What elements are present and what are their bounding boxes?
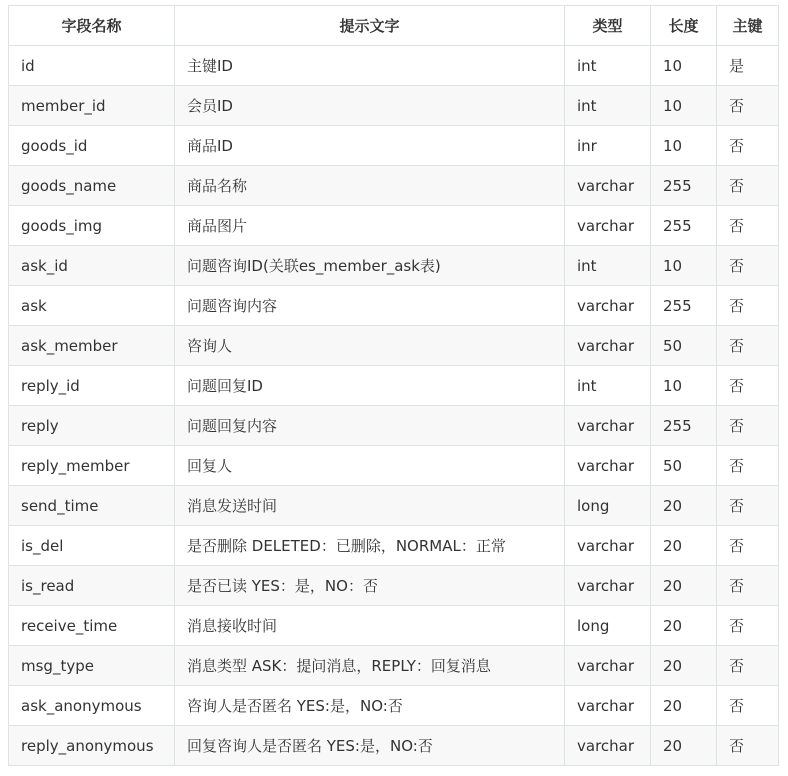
cell-primary-key: 否 <box>717 606 779 646</box>
cell-length: 10 <box>651 126 717 166</box>
cell-length: 10 <box>651 46 717 86</box>
cell-length: 10 <box>651 246 717 286</box>
table-row <box>9 246 779 286</box>
cell-length: 20 <box>651 526 717 566</box>
cell-field-name: reply_anonymous <box>9 726 175 766</box>
cell-length: 10 <box>651 366 717 406</box>
header-length: 长度 <box>651 6 717 46</box>
cell-hint-text: 商品名称 <box>175 166 565 206</box>
cell-primary-key: 否 <box>717 646 779 686</box>
cell-hint-text: 问题回复内容 <box>175 406 565 446</box>
cell-length: 255 <box>651 206 717 246</box>
cell-field-name: reply_member <box>9 446 175 486</box>
cell-length: 255 <box>651 166 717 206</box>
cell-type: inr <box>565 126 651 166</box>
cell-field-name: goods_id <box>9 126 175 166</box>
cell-type: varchar <box>565 646 651 686</box>
cell-hint-text: 商品ID <box>175 126 565 166</box>
cell-primary-key: 否 <box>717 526 779 566</box>
cell-field-name: receive_time <box>9 606 175 646</box>
cell-type: varchar <box>565 206 651 246</box>
cell-type: int <box>565 46 651 86</box>
table-row <box>9 646 779 686</box>
cell-field-name: reply <box>9 406 175 446</box>
cell-type: varchar <box>565 526 651 566</box>
cell-primary-key: 是 <box>717 46 779 86</box>
cell-length: 255 <box>651 406 717 446</box>
header-field-name: 字段名称 <box>9 6 175 46</box>
cell-type: varchar <box>565 406 651 446</box>
cell-field-name: is_del <box>9 526 175 566</box>
cell-primary-key: 否 <box>717 286 779 326</box>
cell-primary-key: 否 <box>717 566 779 606</box>
table-row <box>9 166 779 206</box>
cell-hint-text: 问题咨询内容 <box>175 286 565 326</box>
cell-primary-key: 否 <box>717 446 779 486</box>
cell-hint-text: 咨询人 <box>175 326 565 366</box>
table-row <box>9 86 779 126</box>
table-row <box>9 486 779 526</box>
cell-length: 20 <box>651 726 717 766</box>
cell-length: 50 <box>651 446 717 486</box>
cell-field-name: ask_member <box>9 326 175 366</box>
cell-type: varchar <box>565 166 651 206</box>
cell-length: 10 <box>651 86 717 126</box>
cell-type: int <box>565 366 651 406</box>
cell-field-name: id <box>9 46 175 86</box>
cell-type: varchar <box>565 686 651 726</box>
header-hint-text: 提示文字 <box>175 6 565 46</box>
table-row <box>9 446 779 486</box>
table-row <box>9 526 779 566</box>
cell-length: 20 <box>651 646 717 686</box>
header-primary-key: 主键 <box>717 6 779 46</box>
cell-type: varchar <box>565 326 651 366</box>
cell-length: 20 <box>651 686 717 726</box>
table-row <box>9 686 779 726</box>
cell-field-name: goods_img <box>9 206 175 246</box>
cell-hint-text: 主键ID <box>175 46 565 86</box>
cell-primary-key: 否 <box>717 406 779 446</box>
cell-type: varchar <box>565 566 651 606</box>
cell-field-name: ask <box>9 286 175 326</box>
cell-field-name: ask_anonymous <box>9 686 175 726</box>
cell-field-name: member_id <box>9 86 175 126</box>
cell-length: 20 <box>651 606 717 646</box>
table-row <box>9 406 779 446</box>
cell-hint-text: 是否删除 DELETED：已删除，NORMAL：正常 <box>175 526 565 566</box>
cell-type: long <box>565 606 651 646</box>
table-row <box>9 726 779 766</box>
table-row <box>9 326 779 366</box>
cell-hint-text: 消息接收时间 <box>175 606 565 646</box>
cell-hint-text: 是否已读 YES：是，NO：否 <box>175 566 565 606</box>
table-row <box>9 206 779 246</box>
cell-length: 20 <box>651 486 717 526</box>
cell-type: int <box>565 246 651 286</box>
cell-field-name: is_read <box>9 566 175 606</box>
table-body <box>9 46 779 766</box>
cell-field-name: send_time <box>9 486 175 526</box>
cell-type: varchar <box>565 446 651 486</box>
cell-length: 50 <box>651 326 717 366</box>
cell-primary-key: 否 <box>717 726 779 766</box>
field-table <box>8 5 779 766</box>
cell-primary-key: 否 <box>717 86 779 126</box>
cell-type: int <box>565 86 651 126</box>
cell-hint-text: 问题回复ID <box>175 366 565 406</box>
cell-hint-text: 咨询人是否匿名 YES:是，NO:否 <box>175 686 565 726</box>
table-container <box>8 5 778 766</box>
cell-type: long <box>565 486 651 526</box>
cell-primary-key: 否 <box>717 126 779 166</box>
cell-hint-text: 回复咨询人是否匿名 YES:是，NO:否 <box>175 726 565 766</box>
cell-primary-key: 否 <box>717 166 779 206</box>
cell-primary-key: 否 <box>717 366 779 406</box>
cell-primary-key: 否 <box>717 206 779 246</box>
cell-hint-text: 问题咨询ID(关联es_member_ask表) <box>175 246 565 286</box>
cell-hint-text: 消息类型 ASK：提问消息，REPLY：回复消息 <box>175 646 565 686</box>
cell-hint-text: 消息发送时间 <box>175 486 565 526</box>
table-row <box>9 126 779 166</box>
cell-length: 20 <box>651 566 717 606</box>
header-type: 类型 <box>565 6 651 46</box>
table-row <box>9 46 779 86</box>
header-row <box>9 6 779 46</box>
table-header <box>9 6 779 46</box>
table-row <box>9 286 779 326</box>
table-row <box>9 606 779 646</box>
cell-length: 255 <box>651 286 717 326</box>
cell-type: varchar <box>565 286 651 326</box>
table-row <box>9 566 779 606</box>
cell-field-name: ask_id <box>9 246 175 286</box>
cell-field-name: msg_type <box>9 646 175 686</box>
cell-primary-key: 否 <box>717 246 779 286</box>
table-row <box>9 366 779 406</box>
cell-field-name: reply_id <box>9 366 175 406</box>
cell-primary-key: 否 <box>717 326 779 366</box>
cell-hint-text: 回复人 <box>175 446 565 486</box>
cell-field-name: goods_name <box>9 166 175 206</box>
cell-hint-text: 商品图片 <box>175 206 565 246</box>
cell-primary-key: 否 <box>717 486 779 526</box>
cell-type: varchar <box>565 726 651 766</box>
cell-hint-text: 会员ID <box>175 86 565 126</box>
cell-primary-key: 否 <box>717 686 779 726</box>
